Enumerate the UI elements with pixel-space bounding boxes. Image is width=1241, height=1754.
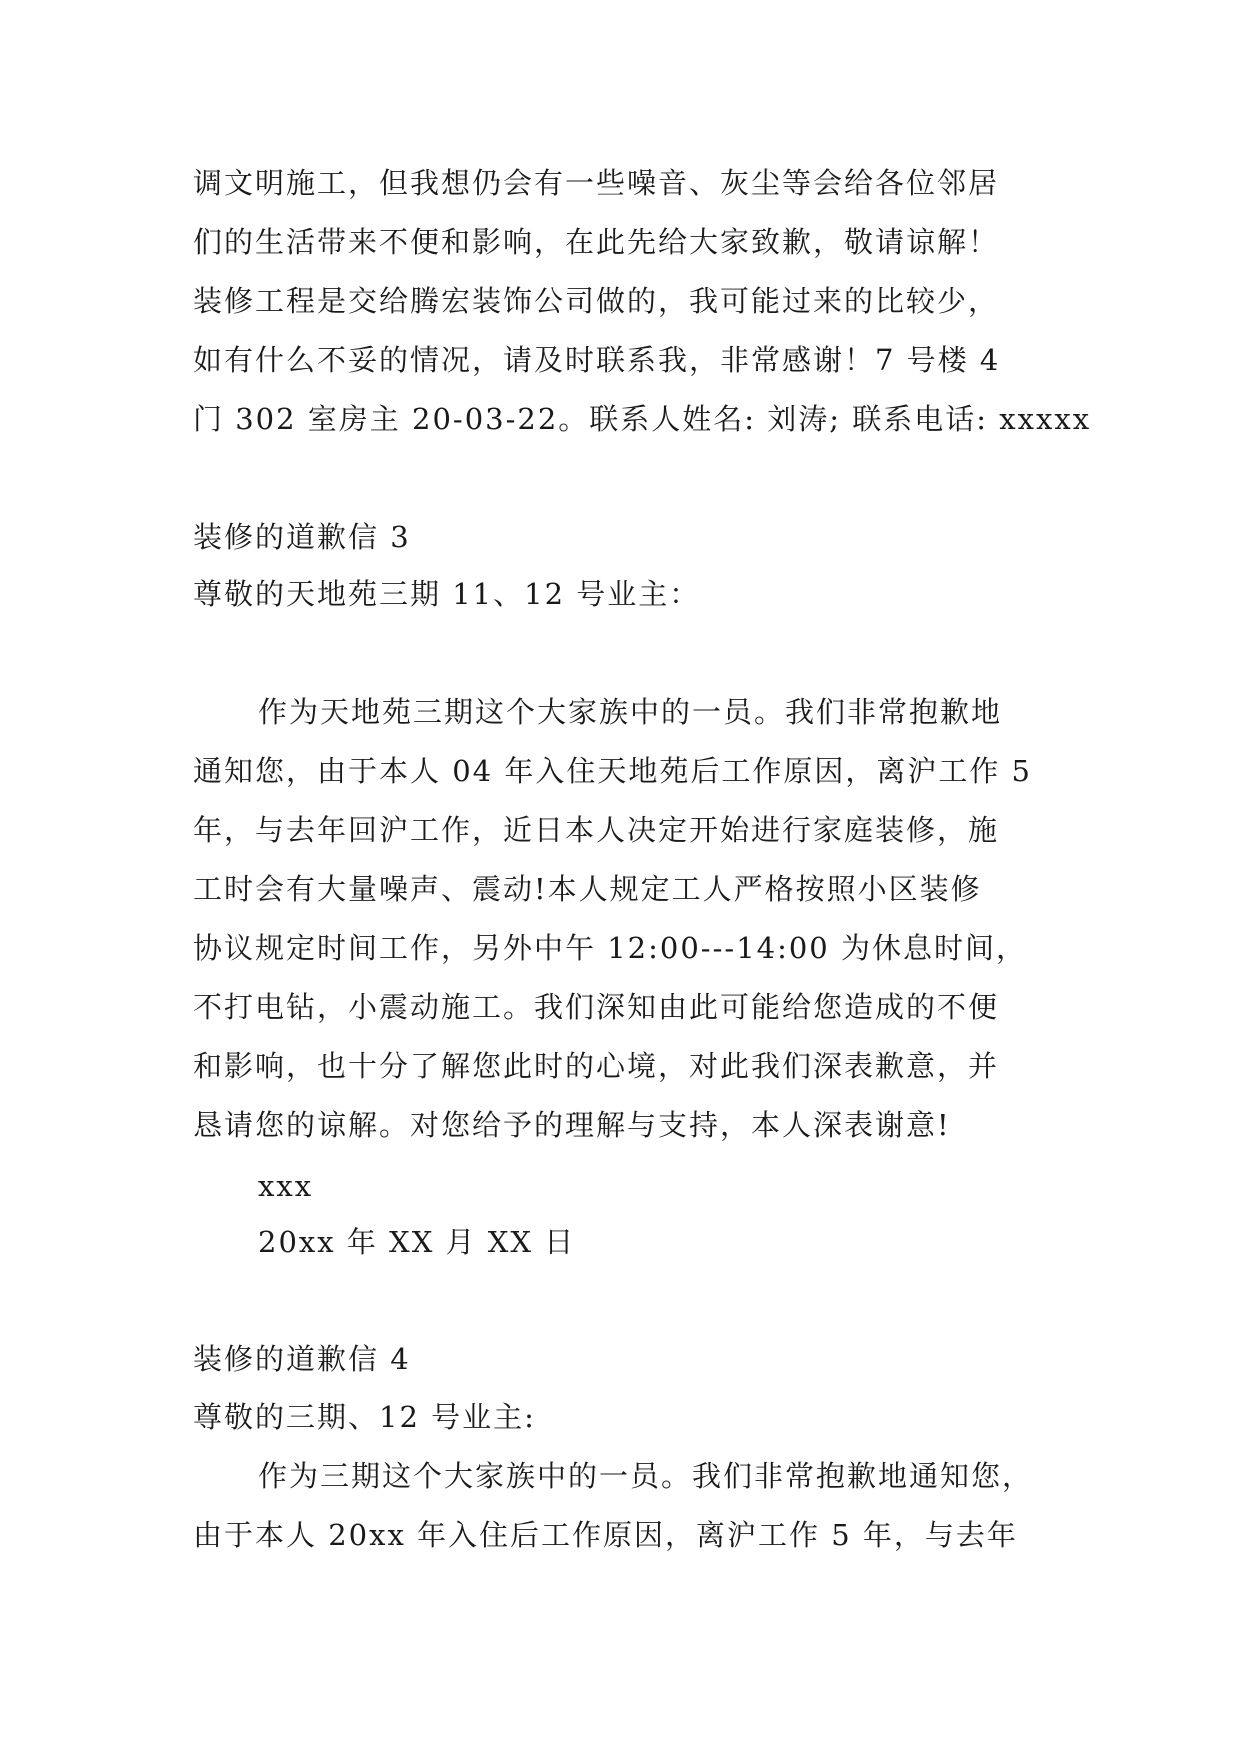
paragraph-line: 们的生活带来不便和影响，在此先给大家致歉，敬请谅解！ xyxy=(193,225,1000,259)
paragraph-line: 作为三期这个大家族中的一员。我们非常抱歉地通知您， xyxy=(258,1459,1034,1493)
paragraph-line: 通知您，由于本人 04 年入住天地苑后工作原因，离沪工作 5 xyxy=(193,754,1033,788)
paragraph-line: 如有什么不妥的情况，请及时联系我，非常感谢！7 号楼 4 xyxy=(193,343,1001,377)
paragraph-line: 调文明施工，但我想仍会有一些噪音、灰尘等会给各位邻居 xyxy=(193,166,1000,200)
letter-date: 20xx 年 XX 月 XX 日 xyxy=(258,1225,576,1259)
letter-signature: xxx xyxy=(258,1169,314,1203)
paragraph-line: 作为天地苑三期这个大家族中的一员。我们非常抱歉地 xyxy=(258,695,1003,729)
paragraph-line: 恳请您的谅解。对您给予的理解与支持，本人深表谢意! xyxy=(193,1108,951,1142)
paragraph-line: 门 302 室房主 20-03-22。联系人姓名: 刘涛; 联系电话: xxxxx xyxy=(193,402,1092,436)
paragraph-line: 协议规定时间工作，另外中午 12:00---14:00 为休息时间， xyxy=(193,931,1027,965)
paragraph-line: 和影响，也十分了解您此时的心境，对此我们深表歉意，并 xyxy=(193,1049,1000,1083)
paragraph-line: 由于本人 20xx 年入住后工作原因，离沪工作 5 年，与去年 xyxy=(193,1518,1018,1552)
letter-title: 装修的道歉信 3 xyxy=(193,520,411,554)
paragraph-line: 装修工程是交给腾宏装饰公司做的，我可能过来的比较少， xyxy=(193,284,1000,318)
letter-title: 装修的道歉信 4 xyxy=(193,1342,411,1376)
paragraph-line: 不打电钻，小震动施工。我们深知由此可能给您造成的不便 xyxy=(193,990,1000,1024)
letter-salutation: 尊敬的天地苑三期 11、12 号业主： xyxy=(193,577,701,611)
paragraph-line: 工时会有大量噪声、震动!本人规定工人严格按照小区装修 xyxy=(193,872,982,906)
paragraph-line: 年，与去年回沪工作，近日本人决定开始进行家庭装修，施 xyxy=(193,813,1000,847)
letter-salutation: 尊敬的三期、12 号业主: xyxy=(193,1400,536,1434)
